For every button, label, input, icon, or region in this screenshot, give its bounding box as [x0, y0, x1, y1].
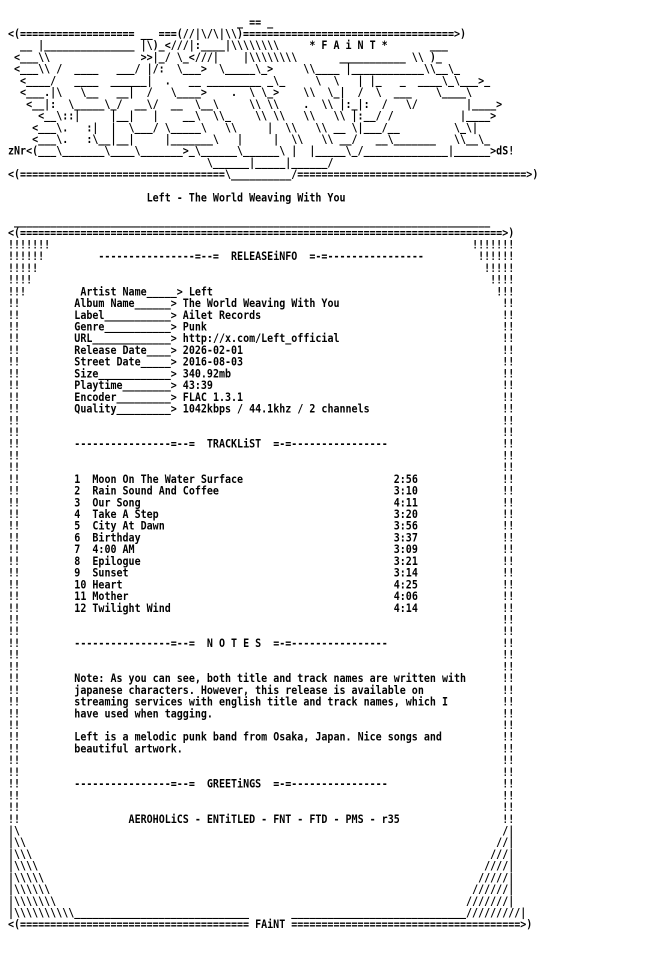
info-value: The World Weaving With You: [182, 296, 340, 310]
spacer-line: !! !!: [8, 659, 515, 674]
logo-art: \______|_____|______/: [8, 155, 334, 170]
info-value: 43:39: [182, 378, 213, 393]
info-value: FLAC 1.3.1: [182, 390, 244, 404]
logo-art: __ |_______________ |\)_<///|:____|\\\\\\\\ * F A i N T * ___: [8, 38, 448, 53]
tracklist-heading: TRACKLiST: [206, 436, 262, 451]
track-time: 3:20: [393, 507, 418, 521]
notes-text: have used when tagging.: [74, 706, 213, 721]
info-row: !!! Artist Name_____> Left !!!: [8, 284, 515, 299]
logo-art: zNr<(___\_______\____\_______>_\______\______\ | |_____\_/______________|______>dS!: [8, 143, 515, 158]
logo-art: <___\\ / ____ ___/ |/: \___> \_____\_> \\____ |____________\\__\_: [8, 61, 461, 76]
info-value: 2026-02-01: [182, 343, 244, 357]
section-header: !!!!!! ----------------=--= RELEASEiNFO =-=---------------- !!!!!!: [8, 249, 515, 264]
notes-line: !! have used when tagging. !!: [8, 706, 515, 721]
section-header: !! ----------------=--= N O T E S =-=---------------- !!: [8, 636, 515, 650]
notes-text: Note: As you can see, both title and track names are written with: [74, 671, 467, 686]
notes-text: japanese characters. However, this release is available on: [74, 683, 424, 697]
spacer-line: !! !!: [8, 413, 515, 428]
notes-line: !! !!: [8, 718, 515, 732]
track-time: 3:56: [393, 519, 418, 533]
frame-corner-line: |\ /|: [8, 823, 515, 838]
greetings-line: !! AEROHOLiCS - ENTiTLED - FNT - FTD - PMS - r35 !!: [8, 812, 515, 826]
track-time: 3:37: [393, 530, 418, 545]
frame-corner-line: |\\\ ///|: [8, 847, 515, 861]
section-header: !! ----------------=--= TRACKLiST =-=---------------- !!: [8, 436, 515, 451]
logo-art: <____/ ____ ______| . __ _________ _\_ \ \ | |_ _ ____\_\___>_: [8, 73, 491, 88]
info-label: Encoder_________>: [74, 390, 177, 404]
info-label: Genre___________>: [74, 319, 177, 334]
track-time: 4:25: [393, 577, 418, 592]
frame-top: _______________________________________________________________________________: [8, 214, 491, 228]
track-number: 10: [74, 577, 87, 592]
info-row: !! Label___________> Ailet Records !!: [8, 308, 515, 322]
track-row: !! 9 Sunset 3:14 !!: [8, 565, 515, 580]
track-time: 4:14: [393, 601, 418, 615]
info-label: Artist Name_____>: [80, 284, 183, 299]
track-number: 7: [74, 542, 81, 557]
track-time: 3:21: [393, 554, 418, 568]
track-title: Moon On The Water Surface: [92, 472, 244, 486]
track-row: !! 1 Moon On The Water Surface 2:56 !!: [8, 472, 515, 486]
track-number: 12: [74, 601, 87, 615]
track-title: Our Song: [92, 495, 141, 510]
info-label: Quality_________>: [74, 401, 177, 416]
spacer-line: !! !!: [8, 425, 515, 439]
track-time: 3:14: [393, 565, 418, 580]
logo-art: <___\. :| | \___/ \_____\ \\ | \\ \\ __ \|___/__ \_\|: [8, 120, 479, 135]
frame-corner-line: |\\\\\\\ ///////|: [8, 894, 515, 908]
info-value: 1042kbps / 44.1khz / 2 channels: [182, 401, 370, 416]
info-label: Playtime________>: [74, 378, 177, 393]
info-value: 340.92mb: [182, 366, 232, 381]
spacer-line: !! !!: [8, 612, 515, 627]
info-row: !! Encoder_________> FLAC 1.3.1 !!: [8, 390, 515, 404]
track-row: !! 3 Our Song 4:11 !!: [8, 495, 515, 510]
track-time: 3:09: [393, 542, 418, 557]
info-row: !! Quality_________> 1042kbps / 44.1khz / 2 channels !!: [8, 401, 515, 416]
frame-bottom-edge: |\\\\\\\\\\_____________________________ _____________________________/////////|: [8, 905, 527, 920]
track-time: 4:06: [393, 589, 418, 603]
track-row: !! 6 Birthday 3:37 !!: [8, 530, 515, 545]
info-row: !! Playtime________> 43:39 !!: [8, 378, 515, 393]
spacer-line: !!!!! !!!!!: [8, 261, 515, 275]
releaseinfo-heading: RELEASEiNFO: [231, 249, 298, 264]
notes-line: !! japanese characters. However, this release is available on !!: [8, 683, 515, 697]
track-number: 5: [74, 519, 81, 533]
track-title: Sunset: [92, 565, 129, 580]
notes-line: !! streaming services with english title and track names, which I !!: [8, 694, 515, 709]
spacer-line: !! !!: [8, 448, 515, 463]
track-title: City At Dawn: [92, 519, 165, 533]
spacer-line: !! !!: [8, 647, 515, 662]
track-row: !! 12 Twilight Wind 4:14 !!: [8, 601, 515, 615]
frame-line: [8, 918, 538, 930]
info-label: URL_____________>: [74, 331, 177, 346]
logo-art: <(=================== __ ===(//|\/\|\\)===================================>): [8, 26, 467, 41]
spacer-line: !! !!: [8, 788, 515, 803]
release-title: Left - The World Weaving With You: [146, 190, 346, 205]
track-title: Take A Step: [92, 507, 159, 521]
frame-corner-line: |\\ //|: [8, 835, 515, 850]
track-row: !! 7 4:00 AM 3:09 !!: [8, 542, 515, 557]
info-label: Label___________>: [74, 308, 177, 322]
track-number: 1: [74, 472, 81, 486]
notes-line: !! Note: As you can see, both title and track names are written with !!: [8, 671, 515, 686]
info-value: 2016-08-03: [182, 354, 244, 369]
frame-open: <(================================================================================>): [8, 225, 515, 240]
logo-art: <___\. :\__|__| |_______\ | | \\ \\ __/ __\_______ \\__\_: [8, 132, 491, 146]
track-time: 3:10: [393, 483, 418, 498]
track-number: 6: [74, 530, 81, 545]
notes-text: Left is a melodic punk band from Osaka, Japan. Nice songs and: [74, 729, 442, 744]
info-row: !! URL_____________> http://x.com/Left_official !!: [8, 331, 515, 346]
track-row: !! 5 City At Dawn 3:56 !!: [8, 519, 515, 533]
track-time: 4:11: [393, 495, 418, 510]
track-title: Rain Sound And Coffee: [92, 483, 219, 498]
logo-art: <___\\ >>|_/ \_<///| |\\\\\\\\ ___________ \\ )_: [8, 50, 442, 64]
track-title: Twilight Wind: [92, 601, 171, 615]
frame-close: <(====================================== FAiNT ======================================>): [8, 917, 533, 932]
info-value: http://x.com/Left_official: [182, 331, 340, 346]
notes-heading: N O T E S: [206, 636, 262, 650]
spacer-line: !!!!!!! !!!!!!!: [8, 237, 515, 252]
logo-art: <__\::| |__| | __\ \\_ \\ \\ \\ \\ |:__/ / |____>: [8, 108, 497, 123]
logo-art: <__|: \_____\_/ __\/ __ \__\ \\ \\ . \\ |:_|: / \/ |____>: [8, 97, 503, 111]
info-row: !! Street Date_____> 2016-08-03 !!: [8, 354, 515, 369]
info-row: !! Genre___________> Punk !!: [8, 319, 515, 334]
nfo-document: [8, 16, 538, 930]
track-title: Mother: [92, 589, 129, 603]
logo-art: <___.|\ \__ __| / \____> . \ \_> \\ \_| / \ ___ \____\: [8, 85, 473, 100]
logo-art: _ == _: [8, 15, 274, 29]
info-value: Left: [188, 284, 213, 299]
track-row: !! 4 Take A Step 3:20 !!: [8, 507, 515, 521]
info-row: !! Size____________> 340.92mb !!: [8, 366, 515, 381]
info-value: Punk: [182, 319, 207, 334]
notes-line: !! beautiful artwork. !!: [8, 741, 515, 756]
spacer-line: !! !!: [8, 753, 515, 768]
frame-corner-line: |\\\\\ /////|: [8, 870, 515, 885]
track-row: !! 11 Mother 4:06 !!: [8, 589, 515, 603]
header-art-line: [8, 168, 538, 180]
notes-line: !! Left is a melodic punk band from Osaka, Japan. Nice songs and !!: [8, 729, 515, 744]
info-row: !! Album Name______> The World Weaving With You !!: [8, 296, 515, 310]
track-row: !! 10 Heart 4:25 !!: [8, 577, 515, 592]
info-label: Release Date____>: [74, 343, 177, 357]
track-row: !! 8 Epilogue 3:21 !!: [8, 554, 515, 568]
title-line: [8, 192, 538, 204]
track-title: Heart: [92, 577, 123, 592]
track-title: 4:00 AM: [92, 542, 135, 557]
info-label: Size____________>: [74, 366, 177, 381]
greetings-text: AEROHOLiCS - ENTiTLED - FNT - FTD - PMS - r35: [128, 812, 400, 826]
track-number: 4: [74, 507, 81, 521]
info-label: Album Name______>: [74, 296, 177, 310]
info-value: Ailet Records: [182, 308, 262, 322]
notes-text: beautiful artwork.: [74, 741, 183, 756]
track-number: 2: [74, 483, 81, 498]
track-number: 9: [74, 565, 81, 580]
notes-text: streaming services with english title and track names, which I: [74, 694, 448, 709]
spacer-line: !! !!: [8, 624, 515, 639]
spacer-line: !! !!: [8, 765, 515, 779]
frame-corner-line: |\\\\ ////|: [8, 858, 515, 873]
frame-corner-line: |\\\\\\ //////|: [8, 882, 515, 897]
track-number: 8: [74, 554, 81, 568]
spacer-line: !! !!: [8, 800, 515, 814]
track-title: Epilogue: [92, 554, 141, 568]
spacer-line: !! !!: [8, 460, 515, 475]
track-row: !! 2 Rain Sound And Coffee 3:10 !!: [8, 483, 515, 498]
track-number: 3: [74, 495, 81, 510]
track-title: Birthday: [92, 530, 141, 545]
logo-art: <(==================================\__________/======================================>): [8, 167, 539, 182]
section-header: !! ----------------=--= GREETiNGS =-=---------------- !!: [8, 776, 515, 791]
track-time: 2:56: [393, 472, 418, 486]
greetings-heading: GREETiNGS: [206, 776, 262, 791]
info-row: !! Release Date____> 2026-02-01 !!: [8, 343, 515, 357]
track-number: 11: [74, 589, 87, 603]
spacer-line: !!!! !!!!: [8, 272, 515, 287]
info-label: Street Date_____>: [74, 354, 177, 369]
